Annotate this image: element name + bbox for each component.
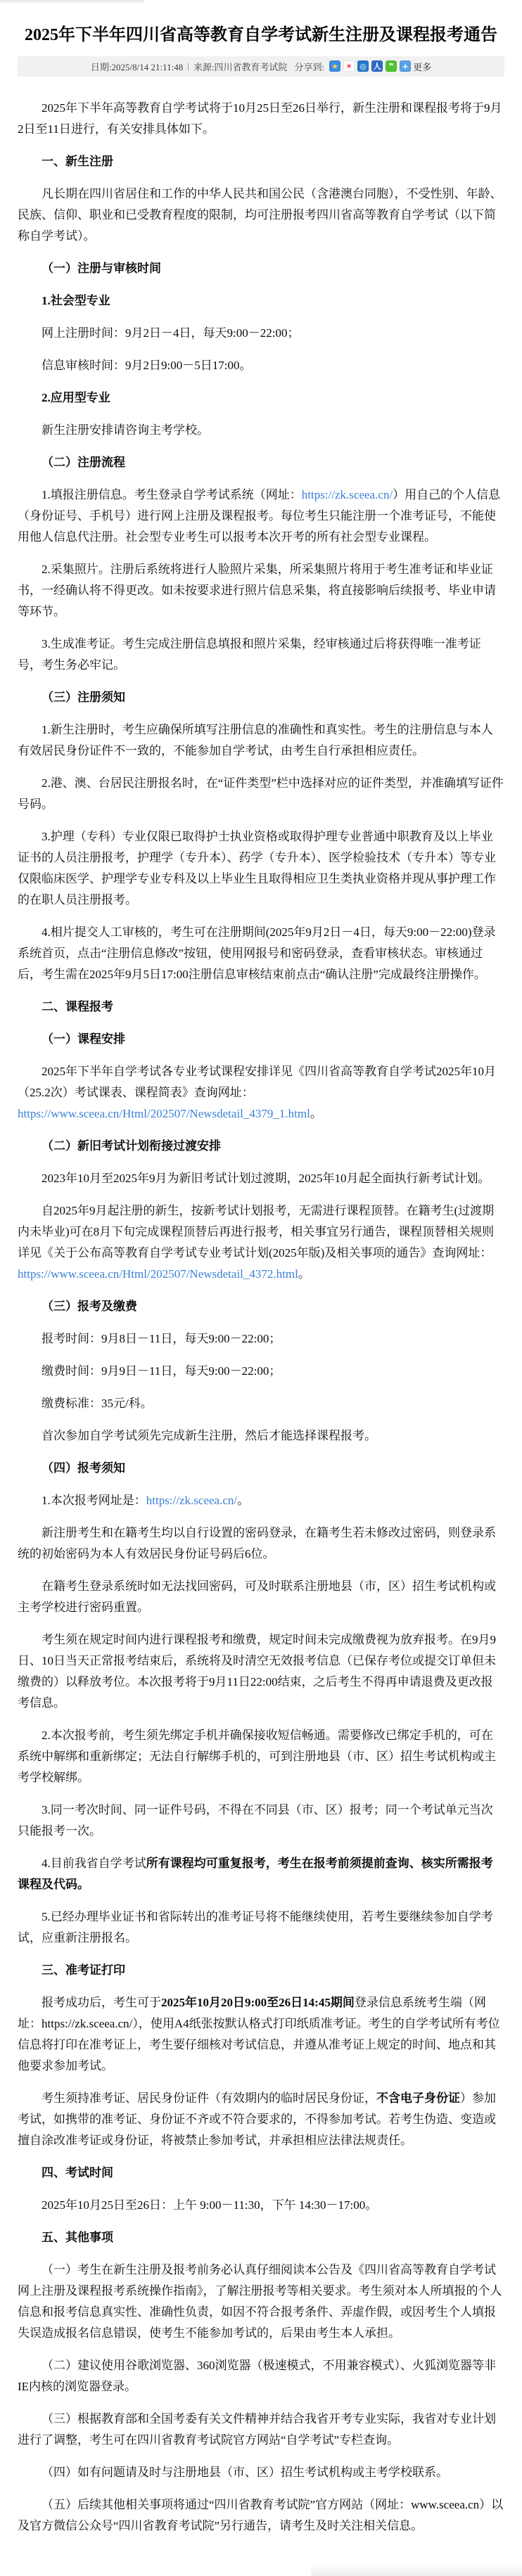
- bold-text: 2025年10月20日9:00至26日14:45期间: [161, 1995, 355, 2009]
- section-heading: （三）报考及缴费: [42, 1299, 137, 1313]
- bold-text: 所有课程均可重复报考，考生在报考前须提前查询、核实所需报考课程及代码。: [18, 1856, 493, 1891]
- qzone-icon[interactable]: ★: [329, 60, 340, 72]
- inline-link[interactable]: https://www.sceea.cn/Html/202507/Newsdetail_4379_1.html: [18, 1106, 310, 1120]
- paragraph: 1.本次报考网址是：https://zk.sceea.cn/。: [42, 1493, 250, 1507]
- more-share-icon[interactable]: +: [400, 60, 411, 72]
- section-heading: 一、新生注册: [42, 154, 113, 168]
- section-heading: 五、其他事项: [42, 2230, 113, 2244]
- section-heading: （二）新旧考试计划衔接过渡安排: [42, 1139, 221, 1153]
- inline-link[interactable]: https://zk.sceea.cn/: [301, 487, 393, 501]
- wechat-icon[interactable]: ❞: [386, 60, 397, 72]
- paragraph: 首次参加自学考试须先完成新生注册，然后才能选择课程报考。: [42, 1428, 376, 1442]
- paragraph: 2025年10月25日至26日：上午 9:00－11:30，下午 14:30－17:00。: [42, 2198, 378, 2212]
- paragraph: （二）建议使用谷歌浏览器、360浏览器（极速模式，不用兼容模式）、火狐浏览器等非IE内核的浏览器登录。: [18, 2358, 496, 2393]
- paragraph: （五）后续其他相关事项将通过“四川省教育考试院”官方网站（网址：www.sceea.cn）以及官方微信公众号“四川省教育考试院”另行通告，请考生及时关注相关信息。: [18, 2497, 504, 2532]
- inline-link[interactable]: https://zk.sceea.cn/: [146, 1493, 238, 1507]
- paragraph: 4.目前我省自学考试所有课程均可重复报考，考生在报考前须提前查询、核实所需报考课程及代码。: [18, 1856, 493, 1891]
- share-icons: [328, 60, 412, 72]
- section-heading: 四、考试时间: [42, 2165, 113, 2179]
- paragraph: （一）考生在新生注册及报考前务必认真仔细阅读本公告及《四川省高等教育自学考试网上注册及课程报考系统操作指南》，了解注册报考等相关要求。考生须对本人所填报的个人信息和报考信息真实性、准确性负责，如因不符合报考条件、弄虚作假，或因考生个人填报失误造成报名信息错误，使考生不能参加考试的，后果由考生本人承担。: [18, 2262, 502, 2340]
- tencent-weibo-icon[interactable]: ◎: [357, 60, 369, 72]
- paragraph: 2.本次报考前，考生须先绑定手机并确保接收短信畅通。需要修改已绑定手机的，可在系统中解绑和重新绑定；无法自行解绑手机的，可到注册地县（市、区）招生考试机构或主考学校解绑。: [18, 1728, 496, 1784]
- paragraph: 2.港、澳、台居民注册报名时，在“证件类型”栏中选择对应的证件类型，并准确填写证件号码。: [18, 776, 504, 811]
- share-label: 分享到:: [294, 61, 325, 72]
- section-heading: 二、课程报考: [42, 999, 113, 1013]
- renren-icon[interactable]: 人: [371, 60, 383, 72]
- bold-text: 不含电子身份证: [376, 2091, 460, 2105]
- section-heading: （四）报考须知: [42, 1461, 125, 1475]
- paragraph: 5.已经办理毕业证书和省际转出的准考证号将不能继续使用，若考生要继续参加自学考试，应重新注册报名。: [18, 1909, 493, 1944]
- sina-weibo-icon[interactable]: ☀: [343, 60, 355, 72]
- paragraph: 新生注册安排请咨询主考学校。: [42, 423, 209, 437]
- paragraph: 考生须持准考证、居民身份证件（有效期内的临时居民身份证，不含电子身份证）参加考试，如携带的准考证、身份证不齐或不符合要求的，不得参加考试。若考生伪造、变造或擅自涂改准考证或身份证，将被禁止参加考试，并承担相应法律法规责任。: [18, 2091, 496, 2147]
- meta-separator: |: [187, 60, 189, 72]
- share-more-link[interactable]: 更多: [413, 61, 432, 72]
- section-heading: （一）注册与审核时间: [42, 261, 161, 275]
- paragraph: （四）如有问题请及时与注册地县（市、区）招生考试机构或主考学校联系。: [42, 2465, 448, 2479]
- section-heading: （一）课程安排: [42, 1032, 125, 1046]
- paragraph: （三）根据教育部和全国考委有关文件精神并结合我省开考专业实际，我省对专业计划进行了调整，考生可在四川省教育考试院官方网站“自学考试”专栏查询。: [18, 2411, 496, 2447]
- paragraph: 2025年下半年高等教育自学考试将于10月25日至26日举行，新生注册和课程报考将于9月2日至11日进行，有关安排具体如下。: [18, 101, 502, 136]
- inline-link[interactable]: https://www.sceea.cn/Html/202507/Newsdetail_4372.html: [18, 1267, 298, 1281]
- paragraph: 3.生成准考证。考生完成注册信息填报和照片采集，经审核通过后将获得唯一准考证号，考生务必牢记。: [18, 636, 481, 672]
- paragraph: 2023年10月至2025年9月为新旧考试计划过渡期，2025年10月起全面执行新考试计划。: [42, 1171, 490, 1185]
- section-heading: （三）注册须知: [42, 690, 125, 704]
- paragraph: 1.填报注册信息。考生登录自学考试系统（网址：https://zk.sceea.cn/）用自己的个人信息（身份证号、手机号）进行网上注册及课程报考。每位考生只能注册一个准考证号，不能使用他人信息代注册。社会型专业考生可以报考本次开考的所有社会型专业课程。: [18, 487, 501, 544]
- paragraph: 凡长期在四川省居住和工作的中华人民共和国公民（含港澳台同胞），不受性别、年龄、民族、信仰、职业和已受教育程度的限制，均可注册报考四川省高等教育自学考试（以下简称自学考试）。: [18, 186, 502, 243]
- paragraph: 2025年下半年自学考试各专业考试课程安排详见《四川省高等教育自学考试2025年10月（25.2次）考试课表、课程简表》查询网址：https://www.sceea.cn/Html/202507/Newsdetail_4379_1.html。: [18, 1064, 496, 1120]
- paragraph: 新注册考生和在籍考生均以自行设置的密码登录，在籍考生若未修改过密码，则登录系统的初始密码为本人有效居民身份证号码后6位。: [18, 1525, 496, 1561]
- paragraph: 在籍考生登录系统时如无法找回密码，可及时联系注册地县（市，区）招生考试机构或主考学校进行密码重置。: [18, 1579, 496, 1614]
- paragraph: 缴费标准：35元/科。: [42, 1396, 153, 1410]
- section-heading: 1.社会型专业: [42, 293, 110, 307]
- paragraph: 3.同一考次时间、同一证件号码，不得在不同县（市、区）报考；同一个考试单元当次只能报考一次。: [18, 1802, 493, 1838]
- paragraph: 网上注册时间：9月2日－4日，每天9:00－22:00；: [42, 326, 300, 340]
- paragraph: 自2025年9月起注册的新生，按新考试计划报考，无需进行课程顶替。在籍考生(过渡期内未毕业)可在8月下旬完成课程顶替后再进行报考，相关事宜另行通告，课程顶替相关规则详见《关于公布高等教育自学考试专业考试计划(2025年版)及相关事项的通告》查询网址：https://www.sceea.cn/Html/202507/Newsdetail_4372.html。: [18, 1203, 495, 1281]
- paragraph: 报考时间：9月8日－11日，每天9:00－22:00；: [42, 1331, 281, 1345]
- paragraph: 3.护理（专科）专业仅限已取得护士执业资格或取得护理专业普通中职教育及以上毕业证书的人员注册报考，护理学（专升本）、药学（专升本）、医学检验技术（专升本）等专业仅限临床医学、护理学专业专科及以上毕业生且取得相应卫生类执业资格并现从事护理工作的在职人员注册报考。: [18, 829, 496, 906]
- section-heading: 2.应用型专业: [42, 390, 110, 404]
- source-text: 来源:四川省教育考试院: [193, 61, 288, 72]
- paragraph: 4.相片提交人工审核的，考生可在注册期间(2025年9月2日－4日，每天9:00－22:00)登录系统首页，点击“注册信息修改”按钮，使用网报号和密码登录，查看审核状态。审核通过后，考生需在2025年9月5日17:00注册信息审核结束前点击“确认注册”完成最终注册操作。: [18, 925, 496, 981]
- section-heading: （二）注册流程: [42, 455, 125, 469]
- date-text: 日期:2025/8/14 21:11:48: [90, 61, 184, 72]
- paragraph: 报考成功后，考生可于2025年10月20日9:00至26日14:45期间登录信息系统考生端（网址：https://zk.sceea.cn/），使用A4纸张按默认格式打印纸质准考证。考生的自学考试所有考位信息将打印在准考证上，考生要仔细核对考试信息，并遵从准考证上规定的时间、地点和其他要求参加考试。: [18, 1995, 500, 2072]
- paragraph: 信息审核时间：9月2日9:00－5日17:00。: [42, 358, 252, 372]
- paragraph: 考生须在规定时间内进行课程报考和缴费，规定时间未完成缴费视为放弃报考。在9月9日、10日当天正常报考结束后，系统将及时清空无效报考信息（已保存考位或提交订单但未缴费的）以释放考位。本次报考将于9月11日22:00结束，之后考生不得再申请退费及更改报考信息。: [18, 1632, 496, 1710]
- article-body: [0, 77, 522, 2576]
- section-heading: 三、准考证打印: [42, 1963, 125, 1977]
- paragraph: 缴费时间：9月9日－11日，每天9:00－22:00；: [42, 1364, 281, 1378]
- meta-bar: [18, 56, 504, 77]
- paragraph: 1.新生注册时，考生应确保所填写注册信息的准确性和真实性。考生的注册信息与本人有效居民身份证件不一致的，不能参加自学考试，由考生自行承担相应责任。: [18, 722, 493, 757]
- page-title: 2025年下半年四川省高等教育自学考试新生注册及课程报考通告: [25, 26, 497, 44]
- paragraph: 2.采集照片。注册后系统将进行人脸照片采集，所采集照片将用于考生准考证和毕业证书，一经确认将不得更改。如未按要求进行照片信息采集，将直接影响后续报考、毕业申请等环节。: [18, 562, 496, 618]
